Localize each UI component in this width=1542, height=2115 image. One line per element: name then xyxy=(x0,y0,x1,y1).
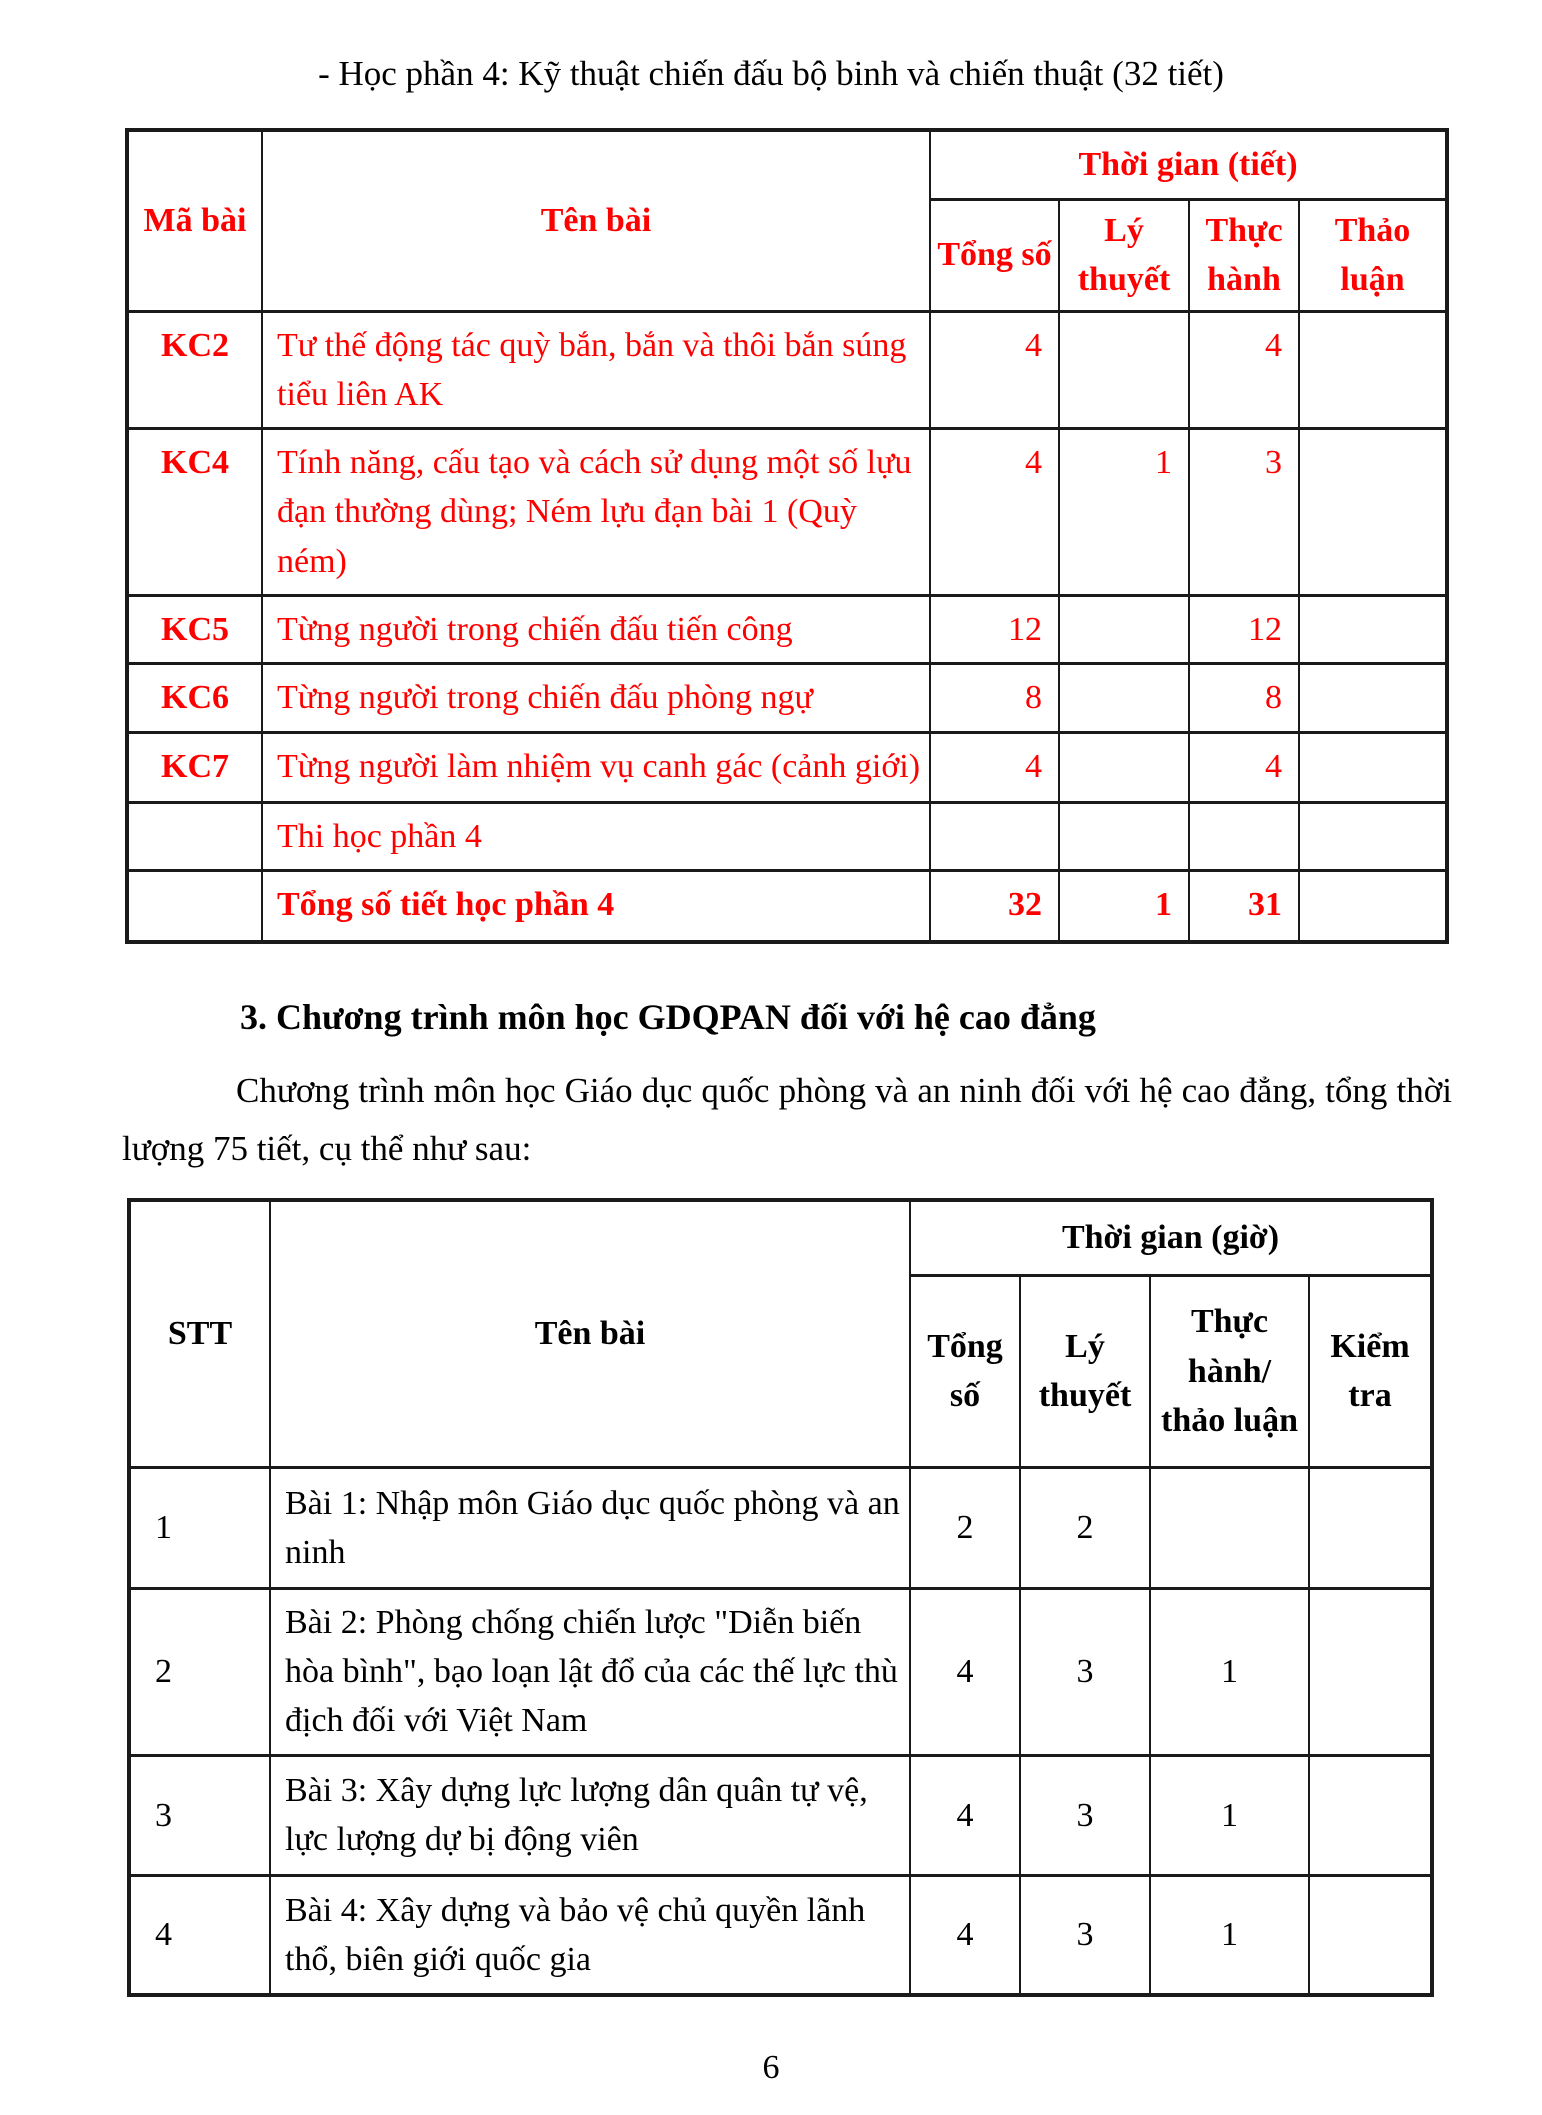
cell-lesson-name: Từng người làm nhiệm vụ canh gác (cảnh giới) xyxy=(262,732,930,802)
table-row-thi-hoc-phan xyxy=(127,802,1447,870)
table-row-kc5 xyxy=(127,595,1447,663)
cell-total: 4 xyxy=(910,1755,1020,1875)
cell-lesson-name: Tư thế động tác quỳ bắn, bắn và thôi bắn súng tiểu liên AK xyxy=(262,311,930,429)
column-header-ten-bai: Tên bài xyxy=(262,130,930,311)
cell-code: KC4 xyxy=(127,429,262,596)
cell-discussion xyxy=(1299,732,1447,802)
cell-theory xyxy=(1059,664,1189,732)
column-header-ly-thuyet: Lý thuyết xyxy=(1020,1275,1150,1467)
cell-practice xyxy=(1150,1467,1309,1588)
cell-total: 4 xyxy=(930,429,1059,596)
hoc-phan-4-table xyxy=(125,128,1449,944)
cell-discussion xyxy=(1299,802,1447,870)
cell-code xyxy=(127,802,262,870)
cell-theory: 3 xyxy=(1020,1588,1150,1755)
column-header-ly-thuyet: Lý thuyết xyxy=(1059,199,1189,311)
column-group-thoi-gian: Thời gian (giờ) xyxy=(910,1200,1432,1275)
cell-stt: 3 xyxy=(129,1755,270,1875)
cell-lesson-name: Từng người trong chiến đấu tiến công xyxy=(262,595,930,663)
column-group-thoi-gian: Thời gian (tiết) xyxy=(930,130,1447,199)
cell-discussion xyxy=(1299,595,1447,663)
cell-stt: 4 xyxy=(129,1875,270,1995)
cell-theory xyxy=(1059,732,1189,802)
table-header-row xyxy=(129,1200,1432,1275)
column-header-ma-bai: Mã bài xyxy=(127,130,262,311)
table-row-bai-2 xyxy=(129,1588,1432,1755)
cell-lesson-name: Tính năng, cấu tạo và cách sử dụng một số lựu đạn thường dùng; Ném lựu đạn bài 1 (Quỳ ném) xyxy=(262,429,930,596)
table-row-kc7 xyxy=(127,732,1447,802)
cell-code: KC7 xyxy=(127,732,262,802)
table-row-total xyxy=(127,870,1447,942)
column-header-ten-bai: Tên bài xyxy=(270,1200,910,1467)
cell-code: KC5 xyxy=(127,595,262,663)
cell-test xyxy=(1309,1755,1432,1875)
cell-practice: 4 xyxy=(1189,311,1299,429)
cell-theory: 1 xyxy=(1059,870,1189,942)
cao-dang-program-table xyxy=(127,1198,1434,1997)
column-header-thao-luan: Thảo luận xyxy=(1299,199,1447,311)
cell-theory: 1 xyxy=(1059,429,1189,596)
cell-code: KC6 xyxy=(127,664,262,732)
cell-lesson-name: Bài 1: Nhập môn Giáo dục quốc phòng và an ninh xyxy=(270,1467,910,1588)
cell-test xyxy=(1309,1875,1432,1995)
column-header-thuc-hanh: Thực hành xyxy=(1189,199,1299,311)
column-header-tong-so: Tổng số xyxy=(930,199,1059,311)
cell-lesson-name: Thi học phần 4 xyxy=(262,802,930,870)
column-header-stt: STT xyxy=(129,1200,270,1467)
cell-test xyxy=(1309,1588,1432,1755)
cell-total: 4 xyxy=(930,311,1059,429)
cell-theory xyxy=(1059,802,1189,870)
cell-code: KC2 xyxy=(127,311,262,429)
cell-lesson-name: Bài 2: Phòng chống chiến lược "Diễn biến hòa bình", bạo loạn lật đổ của các thế lực thù địch đối với Việt Nam xyxy=(270,1588,910,1755)
table-row-bai-4 xyxy=(129,1875,1432,1995)
cell-test xyxy=(1309,1467,1432,1588)
cell-lesson-name: Bài 4: Xây dựng và bảo vệ chủ quyền lãnh thổ, biên giới quốc gia xyxy=(270,1875,910,1995)
cell-practice: 31 xyxy=(1189,870,1299,942)
cell-total: 4 xyxy=(930,732,1059,802)
cell-practice: 8 xyxy=(1189,664,1299,732)
cell-discussion xyxy=(1299,870,1447,942)
cell-lesson-name: Từng người trong chiến đấu phòng ngự xyxy=(262,664,930,732)
cell-total: 8 xyxy=(930,664,1059,732)
cell-theory: 3 xyxy=(1020,1875,1150,1995)
column-header-kiem-tra: Kiểm tra xyxy=(1309,1275,1432,1467)
cell-discussion xyxy=(1299,429,1447,596)
cell-theory xyxy=(1059,311,1189,429)
section-heading: 3. Chương trình môn học GDQPAN đối với hệ cao đẳng xyxy=(240,997,1096,1038)
column-header-tong-so: Tổng số xyxy=(910,1275,1020,1467)
cell-theory: 3 xyxy=(1020,1755,1150,1875)
column-header-thuc-hanh-thao-luan: Thực hành/ thảo luận xyxy=(1150,1275,1309,1467)
page-number: 6 xyxy=(762,2049,780,2087)
section-paragraph: Chương trình môn học Giáo dục quốc phòng và an ninh đối với hệ cao đẳng, tổng thời lượng 75 tiết, cụ thể như sau: xyxy=(122,1071,1452,1169)
cell-total: 4 xyxy=(910,1588,1020,1755)
cell-total: 32 xyxy=(930,870,1059,942)
cell-total xyxy=(930,802,1059,870)
table-header-row xyxy=(127,130,1447,199)
cell-theory xyxy=(1059,595,1189,663)
cell-practice: 12 xyxy=(1189,595,1299,663)
table-row-kc6 xyxy=(127,664,1447,732)
table-row-bai-3 xyxy=(129,1755,1432,1875)
table-row-kc4 xyxy=(127,429,1447,596)
cell-total: 12 xyxy=(930,595,1059,663)
cell-practice: 1 xyxy=(1150,1875,1309,1995)
table-row-bai-1 xyxy=(129,1467,1432,1588)
cell-total: 2 xyxy=(910,1467,1020,1588)
cell-total: 4 xyxy=(910,1875,1020,1995)
cell-practice: 1 xyxy=(1150,1588,1309,1755)
cell-stt: 2 xyxy=(129,1588,270,1755)
cell-practice xyxy=(1189,802,1299,870)
cell-discussion xyxy=(1299,311,1447,429)
cell-total-label: Tổng số tiết học phần 4 xyxy=(262,870,930,942)
cell-discussion xyxy=(1299,664,1447,732)
cell-stt: 1 xyxy=(129,1467,270,1588)
cell-theory: 2 xyxy=(1020,1467,1150,1588)
table-row-kc2 xyxy=(127,311,1447,429)
page-title: - Học phần 4: Kỹ thuật chiến đấu bộ binh và chiến thuật (32 tiết) xyxy=(318,54,1224,93)
cell-practice: 1 xyxy=(1150,1755,1309,1875)
cell-practice: 4 xyxy=(1189,732,1299,802)
cell-practice: 3 xyxy=(1189,429,1299,596)
cell-lesson-name: Bài 3: Xây dựng lực lượng dân quân tự vệ, lực lượng dự bị động viên xyxy=(270,1755,910,1875)
cell-code xyxy=(127,870,262,942)
